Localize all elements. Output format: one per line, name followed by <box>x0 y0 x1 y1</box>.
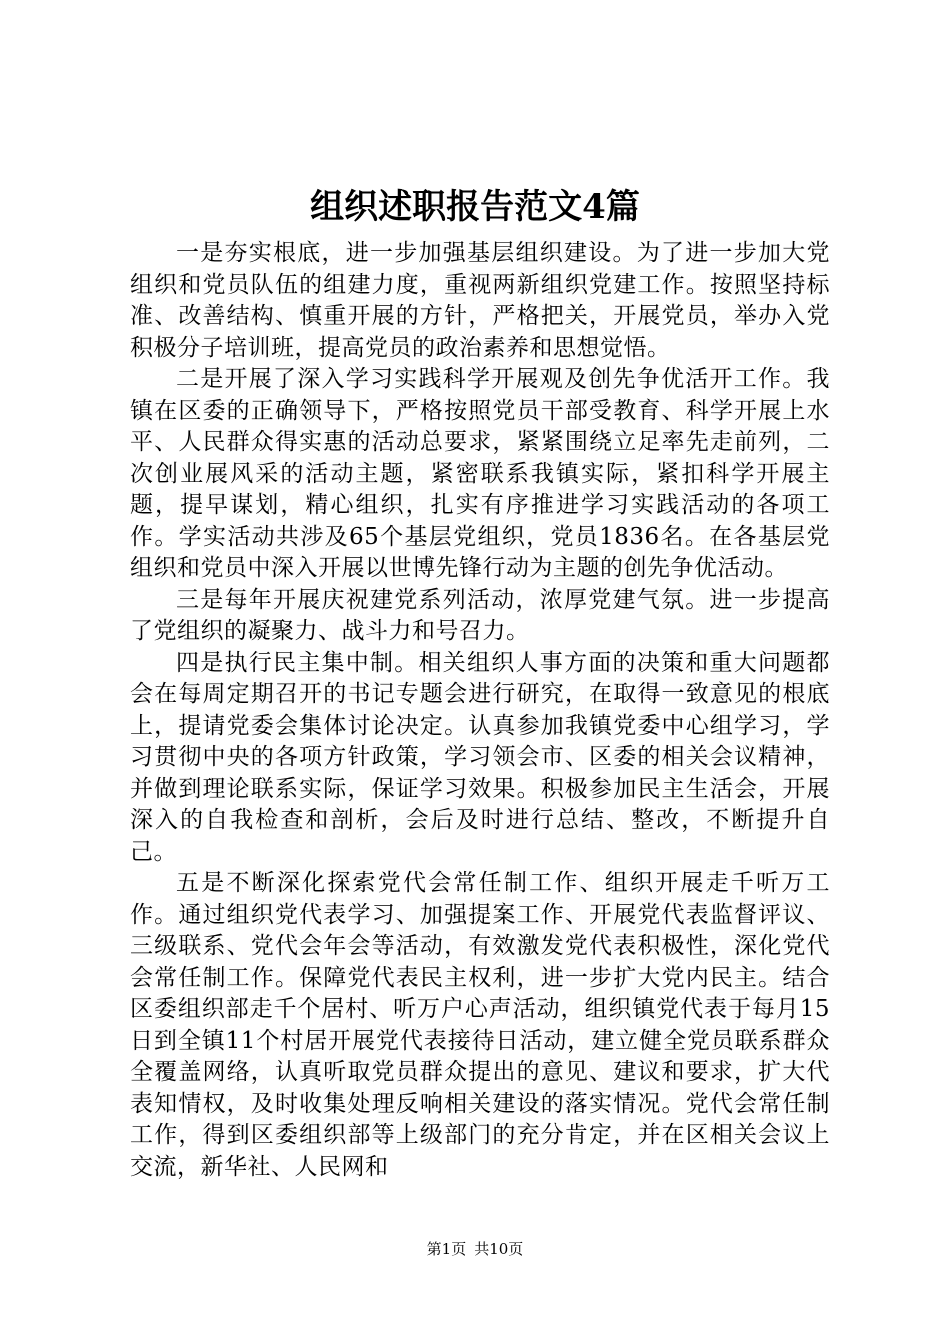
paragraph-5: 五是不断深化探索党代会常任制工作、组织开展走千听万工作。通过组织党代表学习、加强提案工作、开展党代表监督评议、三级联系、党代会年会等活动，有效激发党代表积极性，深化党代会常任制工作。保障党代表民主权利，进一步扩大党内民主。结合区委组织部走千个居村、听万户心声活动，组织镇党代表于每月15日到全镇11个村居开展党代表接待日活动，建立健全党员联系群众全覆盖网络，认真听取党员群众提出的意见、建议和要求，扩大代表知情权，及时收集处理反响相关建设的落实情况。党代会常任制工作，得到区委组织部等上级部门的充分肯定，并在区相关会议上交流，新华社、人民网和 <box>130 870 830 1180</box>
paragraph-4: 四是执行民主集中制。相关组织人事方面的决策和重大问题都会在每周定期召开的书记专题会进行研究，在取得一致意见的根底上，提请党委会集体讨论决定。认真参加我镇党委中心组学习，学习贯彻中央的各项方针政策，学习领会市、区委的相关会议精神，并做到理论联系实际，保证学习效果。积极参加民主生活会，开展深入的自我检查和剖析，会后及时进行总结、整改，不断提升自己。 <box>130 649 830 865</box>
paragraph-2: 二是开展了深入学习实践科学开展观及创先争优活开工作。我镇在区委的正确领导下，严格按照党员干部受教育、科学开展上水平、人民群众得实惠的活动总要求，紧紧围绕立足率先走前列，二次创业展风采的活动主题，紧密联系我镇实际，紧扣科学开展主题，提早谋划，精心组织，扎实有序推进学习实践活动的各项工作。学实活动共涉及65个基层党组织，党员1836名。在各基层党组织和党员中深入开展以世博先锋行动为主题的创先争优活动。 <box>130 366 830 581</box>
page-total: 共10页 <box>474 1240 524 1258</box>
paragraph-3: 三是每年开展庆祝建党系列活动，浓厚党建气氛。进一步提高了党组织的凝聚力、战斗力和号召力。 <box>130 586 830 644</box>
page-footer <box>0 1238 950 1260</box>
paragraph-1: 一是夯实根底，进一步加强基层组织建设。为了进一步加大党组织和党员队伍的组建力度，重视两新组织党建工作。按照坚持标准、改善结构、慎重开展的方针，严格把关，开展党员，举办入党积极分子培训班，提高党员的政治素养和思想觉悟。 <box>130 240 830 361</box>
page-number: 第1页 <box>426 1240 467 1258</box>
document-body <box>130 238 830 1183</box>
document-title: 组织述职报告范文4篇 <box>310 187 640 227</box>
